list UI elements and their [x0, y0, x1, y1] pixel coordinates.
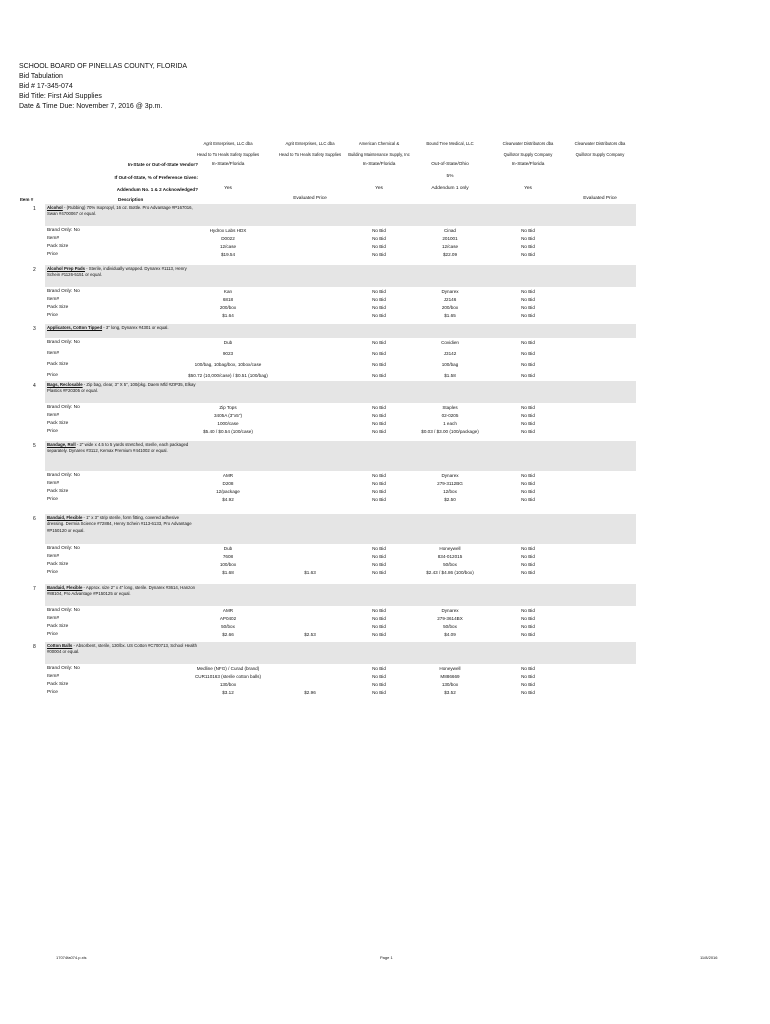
bid-cell: No Bid [521, 405, 535, 410]
bid-cell: 279-3614BX [437, 616, 463, 621]
bid-cell: CUR110163 (sterile cotton balls) [194, 674, 262, 679]
item-number: 2 [33, 267, 36, 273]
bid-cell: No Bid [372, 429, 386, 434]
row-label: Brand Only: No [47, 340, 80, 345]
item-number-header: Item # [20, 197, 34, 202]
header-line: Bid Title: First Aid Supplies [19, 93, 102, 100]
bid-cell: $1.64 [222, 313, 234, 318]
bid-cell: No Bid [521, 297, 535, 302]
bid-cell: No Bid [372, 351, 386, 356]
bid-cell: No Bid [521, 313, 535, 318]
bid-cell: 1000/case [217, 421, 239, 426]
bid-cell: $2.43 / $4.86 (100/box) [426, 570, 474, 575]
row-label: Pack Size [47, 305, 69, 310]
bid-cell: 9023 [222, 351, 234, 356]
bid-cell: No Bid [372, 682, 386, 687]
row-label: Item# [47, 674, 59, 679]
vendor-name-line1: American Chemical & [358, 141, 400, 146]
bid-cell: No Bid [521, 616, 535, 621]
item-name: Alcohol [47, 205, 63, 210]
bid-cell: No Bid [372, 690, 386, 695]
bid-cell: Honeywell [439, 666, 461, 671]
bid-cell: $0.03 / $3.00 (100/package) [421, 429, 479, 434]
bid-cell: $3.52 [444, 690, 456, 695]
item-name: Bags, Reclosable [47, 382, 83, 387]
item-name: Bandaid, Flexible [47, 585, 83, 590]
bid-cell: Dynarex [441, 289, 459, 294]
bid-cell: D208 [222, 481, 234, 486]
bid-cell: Zip Tops [219, 405, 237, 410]
bid-cell: 50/box [443, 562, 457, 567]
bid-cell: No Bid [372, 489, 386, 494]
bid-cell: 12/box [443, 489, 457, 494]
bid-cell: No Bid [372, 252, 386, 257]
bid-cell: No Bid [372, 632, 386, 637]
bid-cell: No Bid [521, 228, 535, 233]
bid-cell: No Bid [521, 497, 535, 502]
vendor-name-line1: Clearwater Distributors dba [574, 141, 626, 146]
bid-cell: No Bid [521, 481, 535, 486]
vendor-state: Out-of-State/Ohio [431, 162, 469, 167]
bid-cell: No Bid [521, 429, 535, 434]
item-name: Applicators, Cotton Tipped [47, 325, 103, 330]
bid-cell: No Bid [372, 473, 386, 478]
row-label: Pack Size [47, 489, 69, 494]
bid-cell: No Bid [521, 546, 535, 551]
bid-cell: No Bid [372, 497, 386, 502]
vendor-name-line1: Clearwater Distributors dba [502, 141, 554, 146]
bid-cell: No Bid [372, 616, 386, 621]
bid-cell: 6818 [222, 297, 234, 302]
row-label: Price [47, 429, 58, 434]
bid-cell: Dynarex [441, 473, 459, 478]
bid-cell: No Bid [521, 666, 535, 671]
vendor-addendum: Yes [375, 186, 383, 191]
vendor-name-line2: Head to To Heals Safety Supplies [278, 152, 342, 157]
bid-cell: $19.54 [220, 252, 236, 257]
item-number: 8 [33, 644, 36, 650]
item-number: 3 [33, 326, 36, 332]
item-name: Bandaid, Flexible [47, 515, 83, 520]
vendor-addendum: Addendum 1 only [431, 186, 469, 191]
vendor-state: In-State/Florida [511, 162, 545, 167]
bid-cell: No Bid [372, 297, 386, 302]
bid-cell: Dynarex [441, 608, 459, 613]
bid-cell: No Bid [521, 570, 535, 575]
bid-cell: No Bid [521, 252, 535, 257]
bid-cell: AP0402 [219, 616, 237, 621]
bid-cell: 100/box [219, 562, 237, 567]
bid-cell: No Bid [372, 305, 386, 310]
bid-cell: 200/box [219, 305, 237, 310]
bid-cell: No Bid [521, 413, 535, 418]
bid-cell: M886669 [440, 674, 460, 679]
bid-cell: No Bid [372, 313, 386, 318]
row-label: Pack Size [47, 682, 69, 687]
bid-cell: No Bid [521, 682, 535, 687]
row-label: Brand Only: No [47, 289, 80, 294]
bid-cell: $1.63 [304, 570, 316, 575]
bid-cell: Covidien [441, 340, 459, 345]
vendor-name-line2: Head to To Heals Safety Supplies [196, 152, 260, 157]
item-description [47, 585, 197, 598]
row-label: Brand Only: No [47, 228, 80, 233]
header-line: Bid Tabulation [19, 73, 63, 80]
row-label: Pack Size [47, 362, 69, 367]
bid-cell: No Bid [372, 405, 386, 410]
bid-cell: No Bid [521, 473, 535, 478]
header-line: Date & Time Due: November 7, 2016 @ 3p.m. [19, 103, 163, 110]
footer-date: 11/8/2016 [700, 955, 718, 960]
item-description [47, 266, 197, 279]
bid-cell: No Bid [521, 562, 535, 567]
bid-cell: 12/case [219, 244, 237, 249]
bid-cell: No Bid [372, 236, 386, 241]
item-spec: - 3" long, Dynarex #4301 or equal. [102, 325, 169, 330]
row-label: Price [47, 252, 58, 257]
item-number: 4 [33, 383, 36, 389]
row-label: Brand Only: No [47, 473, 80, 478]
vendor-preference: 5% [446, 174, 454, 179]
bid-cell: No Bid [521, 624, 535, 629]
bid-cell: No Bid [372, 362, 386, 367]
item-spec: - Approx. size 2" x 4" long, sterile. Dynarex #3614, Hanzon #88104, Pro Advantage #P150125 or equal. [47, 585, 196, 597]
item-spec: - 2" wide x 4.5 to 5 yards stretched, sterile, each packaged separately. Dynarex #3112, Kemax Premium #441002 or equal. [47, 442, 189, 454]
item-spec: - Absorbent, sterile, 130/bx. US Cotton #C700713, School Health #00004 or equal. [47, 643, 197, 655]
addendum-label: Addendum No. 1 & 2 Acknowledged? [116, 187, 198, 192]
vendor-name-line1: Bound Tree Medical, LLC [426, 141, 474, 146]
vendor-addendum: Yes [224, 186, 232, 191]
bid-cell: AMR [222, 473, 234, 478]
bid-cell: 02-0205 [441, 413, 459, 418]
document-header [19, 62, 187, 112]
bid-cell: No Bid [372, 624, 386, 629]
item-spec: - Sterile, individually wrapped. Dynarex #1113, Henry Schein #1126-5151 or equal. [47, 266, 187, 278]
bid-cell: Medline (NFG) / Curad (brand) [196, 666, 260, 671]
item-description [47, 205, 197, 218]
item-name: Bandage, Roll [47, 442, 76, 447]
bid-cell: No Bid [521, 340, 535, 345]
bid-cell: No Bid [372, 608, 386, 613]
bid-cell: No Bid [521, 362, 535, 367]
vendor-name-line1: Agrit Enterprises, LLC dba [203, 141, 253, 146]
bid-cell: 130/box [441, 682, 459, 687]
footer-filename: 17074fa074.p.xls [56, 955, 87, 960]
bid-cell: No Bid [372, 666, 386, 671]
bid-cell: No Bid [372, 421, 386, 426]
bid-cell: No Bid [372, 244, 386, 249]
bid-cell: 50/box [443, 624, 457, 629]
bid-cell: 100/bag, 10bag/box, 10box/case [194, 362, 262, 367]
bid-cell: $3.12 [222, 690, 234, 695]
row-label: Item# [47, 616, 59, 621]
bid-cell: Hydrox Labs HDX [209, 228, 247, 233]
item-name: Cotton Balls [47, 643, 73, 648]
row-label: Item# [47, 481, 59, 486]
bid-cell: No Bid [521, 489, 535, 494]
item-description [47, 442, 197, 455]
item-spec: - 1" x 3" strip sterile, form fitting, covered adhesive dressing. Dermia Science #72884, Henry Schein #113-6133, Pro Advantage #P150120 or equal. [47, 515, 192, 533]
item-number: 7 [33, 586, 36, 592]
row-label: Brand Only: No [47, 666, 80, 671]
row-label: Brand Only: No [47, 608, 80, 613]
bid-cell: No Bid [521, 632, 535, 637]
bid-cell: No Bid [521, 554, 535, 559]
footer-page: Page 1 [380, 955, 393, 960]
bid-cell: No Bid [521, 351, 535, 356]
vendor-name-line2: Quillotor Supply Company [575, 152, 625, 157]
bid-cell: $2.53 [304, 632, 316, 637]
bid-cell: No Bid [521, 236, 535, 241]
item-spec: - (Rubbing) 70% Isopropyl, 16 oz. Bottle. Pro Advantage #P167016, Swan #4700067 or equal. [47, 205, 193, 217]
item-description [47, 643, 197, 656]
bid-cell: No Bid [372, 289, 386, 294]
vendor-state: In-State/Florida [211, 162, 245, 167]
vendor-addendum: Evaluated Price [583, 196, 617, 201]
bid-cell: No Bid [521, 421, 535, 426]
bid-cell: Dub [223, 340, 233, 345]
bid-cell: $4.09 [444, 632, 456, 637]
bid-cell: 12/package [216, 489, 240, 494]
item-name: Alcohol Prep Pads [47, 266, 85, 271]
bid-cell: J2146 [443, 297, 457, 302]
bid-cell: Staples [442, 405, 458, 410]
bid-cell: No Bid [521, 289, 535, 294]
description-header: Description [118, 197, 144, 202]
bid-cell: $22.09 [442, 252, 458, 257]
bid-cell: No Bid [521, 305, 535, 310]
item-number: 1 [33, 206, 36, 212]
bid-cell: D0022 [221, 236, 235, 241]
row-label: Brand Only: No [47, 546, 80, 551]
bid-cell: 3405A (3"x5") [213, 413, 243, 418]
row-label: Price [47, 497, 58, 502]
item-spec: - Zip bag, clear, 3" X 5", 100/pkg. Daem Mfd #ZIP35, Elkay Plastics #F20305 or equal. [47, 382, 196, 394]
bid-cell: No Bid [372, 562, 386, 567]
vendor-name-line2: Quillotor Supply Company [503, 152, 553, 157]
bid-cell: No Bid [372, 674, 386, 679]
bid-cell: 201001 [442, 236, 458, 241]
bid-cell: No Bid [521, 373, 535, 378]
item-description [47, 515, 197, 534]
bid-cell: 834-012015 [437, 554, 463, 559]
bid-cell: $50.72 (10,000/case) / $0.51 (100/bag) [188, 373, 268, 378]
row-label: Price [47, 632, 58, 637]
bid-cell: $2.96 [304, 690, 316, 695]
bid-cell: Dub [223, 546, 233, 551]
bid-cell: No Bid [372, 373, 386, 378]
row-label: Price [47, 373, 58, 378]
row-label: Brand Only: No [47, 405, 80, 410]
bid-cell: No Bid [521, 674, 535, 679]
bid-cell: No Bid [372, 481, 386, 486]
row-label: Item# [47, 554, 59, 559]
row-label: Pack Size [47, 244, 69, 249]
bid-cell: 200/box [441, 305, 459, 310]
bid-cell: 130/box [219, 682, 237, 687]
bid-cell: 279-3112BG [437, 481, 463, 486]
instate-label: In-State or Out-of-State Vendor? [127, 162, 198, 167]
bid-cell: No Bid [372, 554, 386, 559]
vendor-name-line1: Agrit Enterprises, LLC dba [285, 141, 335, 146]
bid-cell: 7608 [222, 554, 234, 559]
header-line: SCHOOL BOARD OF PINELLAS COUNTY, FLORIDA [19, 63, 188, 70]
item-number: 5 [33, 443, 36, 449]
row-label: Price [47, 570, 58, 575]
row-label: Pack Size [47, 562, 69, 567]
bid-cell: No Bid [372, 546, 386, 551]
row-label: Price [47, 690, 58, 695]
bid-cell: No Bid [521, 608, 535, 613]
item-description [47, 325, 197, 331]
bid-cell: Kan [223, 289, 233, 294]
bid-cell: Cinad [443, 228, 456, 233]
row-label: Item# [47, 413, 59, 418]
bid-cell: $2.50 [444, 497, 456, 502]
item-description [47, 382, 197, 395]
row-label: Pack Size [47, 421, 69, 426]
bid-cell: $1.68 [222, 570, 234, 575]
bid-cell: No Bid [372, 228, 386, 233]
row-label: Item# [47, 351, 59, 356]
bid-cell: $1.65 [444, 313, 456, 318]
bid-cell: $2.66 [222, 632, 234, 637]
vendor-state: In-State/Florida [362, 162, 396, 167]
bid-cell: 100/bag [441, 362, 459, 367]
bid-cell: $1.58 [444, 373, 456, 378]
vendor-name-line2: Building Maintenance Supply, Inc [348, 152, 410, 157]
bid-cell: $5.40 / $0.54 (100/case) [203, 429, 253, 434]
bid-cell: J3142 [443, 351, 457, 356]
bid-cell: Honeywell [439, 546, 461, 551]
bid-cell: No Bid [372, 340, 386, 345]
bid-cell: $4.92 [222, 497, 234, 502]
bid-cell: 50/box [221, 624, 235, 629]
bid-cell: No Bid [372, 570, 386, 575]
vendor-addendum: Yes [524, 186, 532, 191]
bid-cell: No Bid [521, 690, 535, 695]
bid-cell: AMR [222, 608, 234, 613]
row-label: Item# [47, 297, 59, 302]
bid-cell: 1 each [443, 421, 457, 426]
bid-cell: No Bid [521, 244, 535, 249]
row-label: Pack Size [47, 624, 69, 629]
vendor-addendum: Evaluated Price [293, 196, 327, 201]
header-line: Bid # 17-345-074 [19, 83, 73, 90]
bid-cell: No Bid [372, 413, 386, 418]
row-label: Item# [47, 236, 59, 241]
row-label: Price [47, 313, 58, 318]
preference-label: If Out-of-State, % of Preference Given: [114, 175, 198, 180]
item-number: 6 [33, 516, 36, 522]
bid-cell: 12/case [441, 244, 459, 249]
